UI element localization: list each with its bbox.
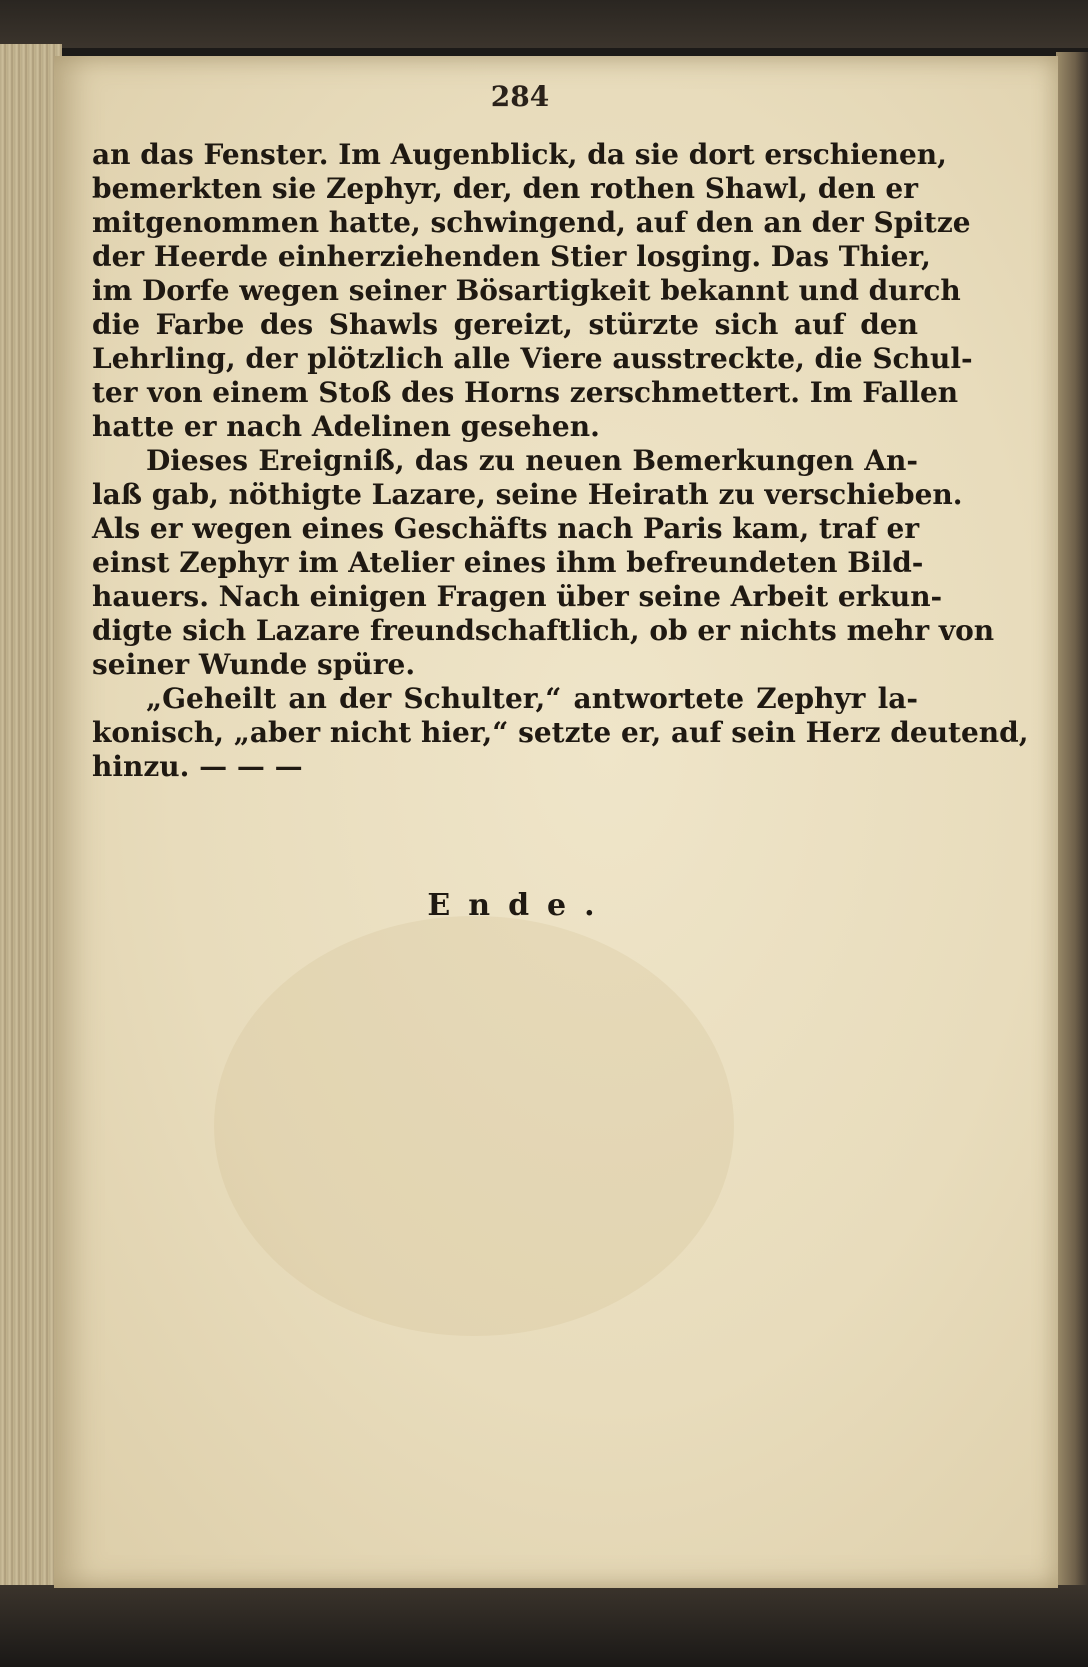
text-line: ter von einem Stoß des Horns zerschmettert. Im Fallen <box>92 376 959 409</box>
text-line: einst Zephyr im Atelier eines ihm befreundeten Bild- <box>92 546 924 579</box>
page-number: 284 <box>490 80 550 113</box>
text-line: digte sich Lazare freundschaftlich, ob er nichts mehr von <box>92 614 995 647</box>
text-line: hauers. Nach einigen Fragen über seine Arbeit erkun- <box>92 580 943 613</box>
text-line: der Heerde einherziehenden Stier losging. Das Thier, <box>92 240 931 273</box>
text-block <box>92 138 1029 784</box>
text-line: „Geheilt an der Schulter,“ antwortete Zephyr la- <box>146 682 918 715</box>
text-line: an das Fenster. Im Augenblick, da sie dort erschienen, <box>92 138 947 171</box>
ending-word: Ende. <box>427 888 613 923</box>
text-line: laß gab, nöthigte Lazare, seine Heirath zu verschieben. <box>92 478 963 511</box>
paper-stain <box>214 916 734 1336</box>
book-cover-bottom <box>0 1585 1088 1667</box>
text-line: bemerkten sie Zephyr, der, den rothen Shawl, den er <box>92 172 918 205</box>
text-line: Dieses Ereigniß, das zu neuen Bemerkungen An- <box>146 444 918 477</box>
text-line: Lehrling, der plötzlich alle Viere ausstreckte, die Schul- <box>92 342 973 375</box>
text-line: Als er wegen eines Geschäfts nach Paris kam, traf er <box>92 512 920 545</box>
text-line: hatte er nach Adelinen gesehen. <box>92 410 600 443</box>
page-edges-left <box>0 44 62 1596</box>
text-line: seiner Wunde spüre. <box>92 648 416 681</box>
text-line: hinzu. — — — <box>92 750 303 783</box>
text-line: konisch, „aber nicht hier,“ setzte er, auf sein Herz deutend, <box>92 716 1029 749</box>
book-cover-top <box>0 0 1088 48</box>
page-edge-right <box>1056 52 1088 1588</box>
text-line: die Farbe des Shawls gereizt, stürzte sich auf den <box>92 308 918 341</box>
text-line: mitgenommen hatte, schwingend, auf den an der Spitze <box>92 206 971 239</box>
text-line: im Dorfe wegen seiner Bösartigkeit bekannt und durch <box>92 274 961 307</box>
